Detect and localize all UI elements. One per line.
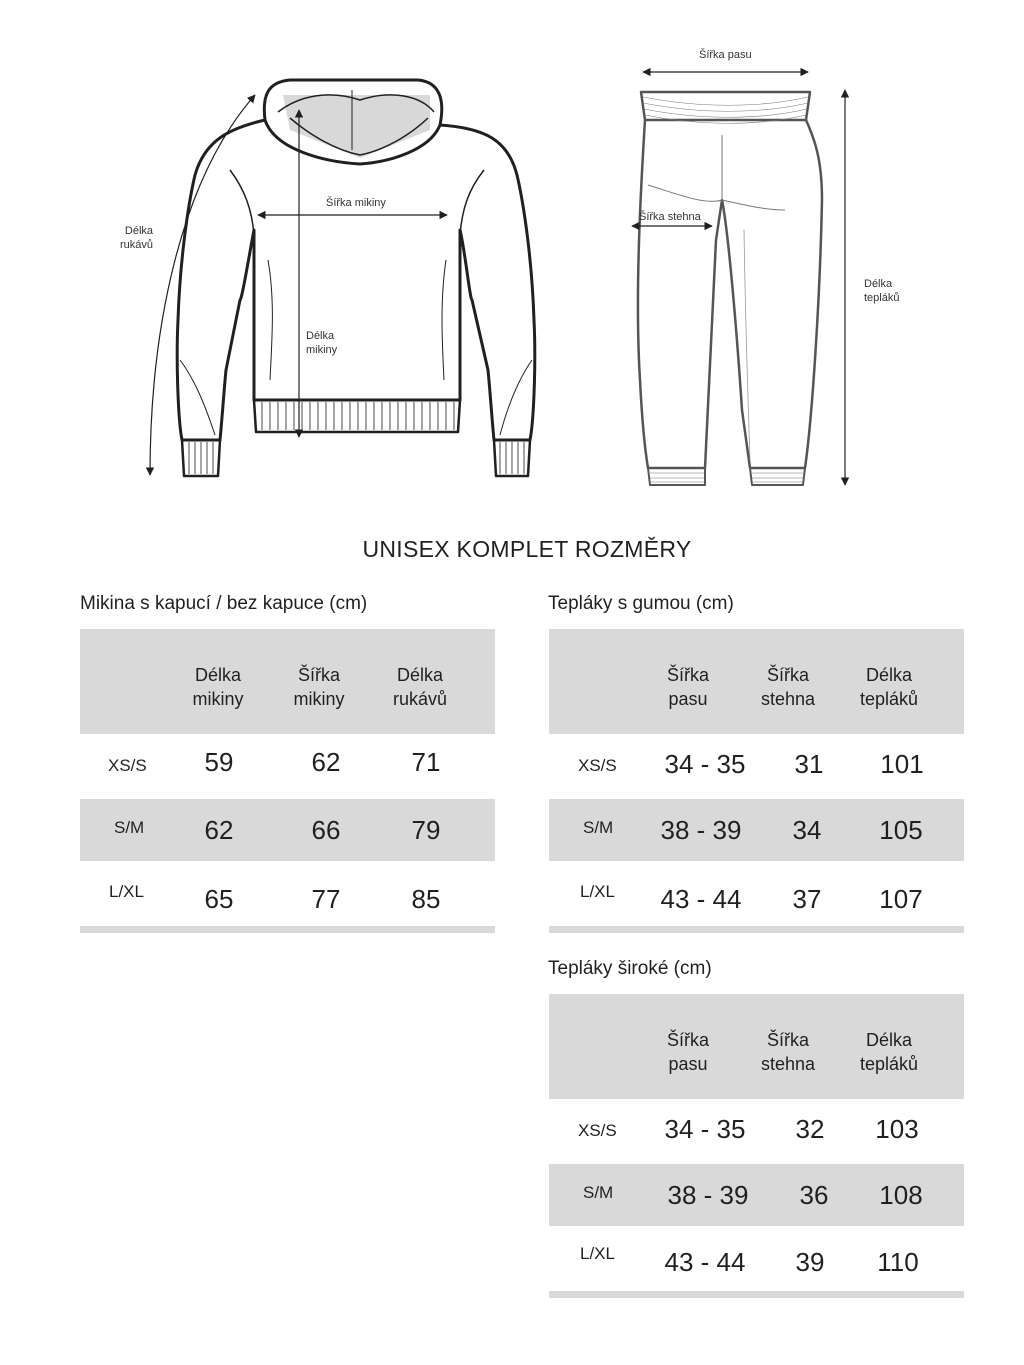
cell-hoodie-xs-s-width: 62: [311, 747, 341, 777]
cell-wide-xs-s-waist: 34 - 35: [664, 1114, 746, 1144]
header-waist-width-line1: Šířka: [666, 1030, 709, 1050]
row-size-s-m: S/M: [114, 818, 145, 837]
hoodie-table-title: Mikina s kapucí / bez kapuce (cm): [80, 593, 368, 614]
header-thigh-width-line1: Šířka: [766, 1030, 809, 1050]
cell-elastic-l-xl-thigh: 37: [792, 884, 822, 914]
cell-wide-l-xl-length: 110: [877, 1247, 919, 1277]
row-size-s-m: S/M: [583, 818, 614, 837]
cell-hoodie-l-xl-sleeve: 85: [411, 884, 441, 914]
pants-drawing: [638, 92, 822, 485]
hoodie-size-table: [80, 629, 495, 935]
pants-length-label-line2: tepláků: [864, 292, 900, 304]
cell-elastic-s-m-thigh: 34: [792, 815, 822, 845]
header-thigh-width: [733, 663, 843, 711]
row-size-s-m: S/M: [583, 1183, 614, 1202]
row-size-xs-s: XS/S: [108, 756, 147, 775]
cell-hoodie-s-m-sleeve: 79: [411, 815, 441, 845]
pants-thigh-label: Šířka stehna: [639, 211, 701, 223]
header-sleeve-length-line2: rukávů: [392, 689, 448, 709]
header-pants-length: [834, 663, 944, 711]
header-pants-length: [834, 1028, 944, 1076]
cell-elastic-l-xl-length: 107: [879, 884, 923, 914]
pants-waist-label: Šířka pasu: [699, 49, 752, 61]
header-hoodie-length: [163, 663, 273, 711]
hoodie-sleeve-length-label-line2: rukávů: [120, 239, 154, 251]
cell-wide-s-m-length: 108: [879, 1180, 923, 1210]
hoodie-width-label: Šířka mikiny: [326, 197, 386, 209]
cell-elastic-s-m-waist: 38 - 39: [660, 815, 742, 845]
table-footer-band: [549, 1291, 964, 1298]
header-waist-width-line2: pasu: [668, 1054, 708, 1074]
page-title: UNISEX KOMPLET ROZMĚRY: [362, 536, 692, 562]
header-pants-length-line1: Délka: [865, 665, 913, 685]
header-hoodie-length-line2: mikiny: [192, 689, 244, 709]
header-sleeve-length-line1: Délka: [396, 665, 444, 685]
hoodie-length-label-line1: Délka: [306, 330, 335, 342]
header-thigh-width-line2: stehna: [760, 689, 816, 709]
cell-hoodie-l-xl-width: 77: [311, 884, 341, 914]
pants-wide-size-table: [549, 994, 964, 1300]
row-size-l-xl: L/XL: [580, 882, 615, 901]
header-waist-width-line1: Šířka: [666, 665, 709, 685]
pants-elastic-table-title: Tepláky s gumou (cm): [548, 593, 734, 614]
cell-wide-l-xl-thigh: 39: [795, 1247, 825, 1277]
cell-hoodie-l-xl-length: 65: [204, 884, 234, 914]
header-pants-length-line2: tepláků: [859, 1054, 919, 1074]
cell-wide-s-m-waist: 38 - 39: [667, 1180, 749, 1210]
header-thigh-width: [733, 1028, 843, 1076]
table-footer-band: [549, 926, 964, 933]
cell-hoodie-xs-s-length: 59: [204, 747, 234, 777]
pants-length-label: [864, 277, 899, 305]
cell-elastic-xs-s-length: 101: [880, 749, 924, 779]
cell-elastic-s-m-length: 105: [879, 815, 923, 845]
table-footer-band: [80, 926, 495, 933]
header-pants-length-line2: tepláků: [859, 689, 919, 709]
row-size-l-xl: L/XL: [109, 882, 144, 901]
cell-elastic-xs-s-waist: 34 - 35: [664, 749, 746, 779]
header-thigh-width-line2: stehna: [760, 1054, 816, 1074]
header-hoodie-length-line1: Délka: [194, 665, 242, 685]
hoodie-hem-ribbing: [262, 402, 454, 430]
header-hoodie-width-line1: Šířka: [297, 665, 340, 685]
cell-hoodie-s-m-width: 66: [311, 815, 341, 845]
hoodie-sleeve-length-label: [120, 224, 153, 252]
header-waist-width-line2: pasu: [668, 689, 708, 709]
pants-elastic-size-table: [549, 629, 964, 935]
hoodie-cuff-ribbing: [189, 442, 524, 474]
garment-technical-drawings: [0, 0, 1024, 520]
row-size-l-xl: L/XL: [580, 1244, 615, 1263]
cell-wide-l-xl-waist: 43 - 44: [664, 1247, 746, 1277]
row-size-xs-s: XS/S: [578, 1121, 617, 1140]
header-hoodie-width: [264, 663, 374, 711]
cell-hoodie-s-m-length: 62: [204, 815, 234, 845]
header-thigh-width-line1: Šířka: [766, 665, 809, 685]
header-hoodie-width-line2: mikiny: [293, 689, 345, 709]
hoodie-length-label: [306, 329, 337, 357]
cell-elastic-l-xl-waist: 43 - 44: [660, 884, 742, 914]
pants-wide-table-title: Tepláky široké (cm): [548, 958, 712, 979]
cell-hoodie-xs-s-sleeve: 71: [411, 747, 441, 777]
hoodie-drawing: [177, 80, 535, 476]
hoodie-length-label-line2: mikiny: [306, 344, 338, 356]
header-pants-length-line1: Délka: [865, 1030, 913, 1050]
hoodie-measure-lines: [150, 95, 447, 475]
cell-wide-xs-s-thigh: 32: [795, 1114, 825, 1144]
cell-wide-s-m-thigh: 36: [799, 1180, 829, 1210]
header-waist-width: [633, 1028, 743, 1076]
row-size-xs-s: XS/S: [578, 756, 617, 775]
header-waist-width: [633, 663, 743, 711]
pants-length-label-line1: Délka: [864, 278, 893, 290]
cell-wide-xs-s-length: 103: [875, 1114, 919, 1144]
header-sleeve-length: [365, 663, 475, 711]
cell-elastic-xs-s-thigh: 31: [794, 749, 824, 779]
hoodie-sleeve-length-label-line1: Délka: [124, 225, 154, 237]
